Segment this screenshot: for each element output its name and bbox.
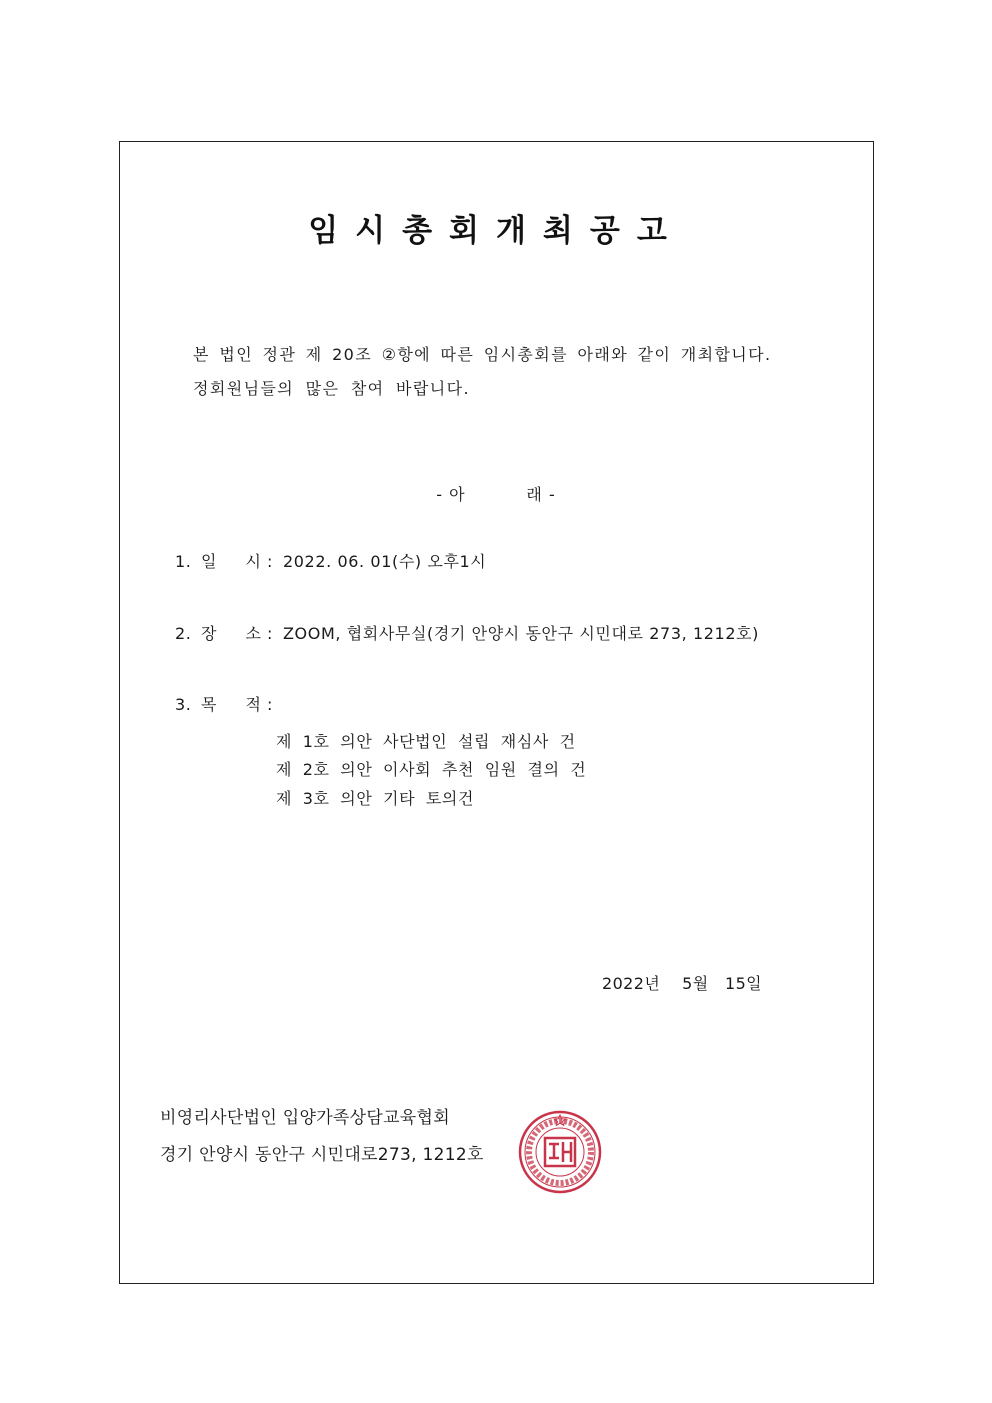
organization-name: 비영리사단법인 입양가족상담교육협회 (160, 1108, 450, 1128)
agenda-item: 제 2호 의안 이사회 추천 임원 결의 건 (276, 760, 587, 779)
agenda-item: 제 3호 의안 기타 토의건 (276, 789, 475, 808)
item-number: 1. (175, 552, 192, 571)
item-value: 2022. 06. 01(수) 오후1시 (283, 552, 487, 571)
item-label: 장 소 (201, 624, 262, 643)
document-title: 임시총회개최공고 (308, 213, 684, 249)
item-colon: : (267, 552, 273, 571)
item-label: 목 적 (201, 695, 262, 714)
intro-line-1: 본 법인 정관 제 20조 ②항에 따른 임시총회를 아래와 같이 개최합니다. (193, 345, 772, 364)
organization-address: 경기 안양시 동안구 시민대로273, 1212호 (160, 1145, 484, 1165)
detail-item-date (175, 549, 486, 572)
item-colon: : (267, 695, 273, 714)
notice-date: 2022년 5월 15일 (602, 974, 763, 993)
item-label: 일 시 (201, 552, 262, 571)
official-seal-icon (518, 1110, 602, 1194)
agenda-item: 제 1호 의안 사단법인 설립 재심사 건 (276, 732, 576, 751)
item-number: 3. (175, 695, 192, 714)
item-colon: : (267, 624, 273, 643)
item-number: 2. (175, 624, 192, 643)
detail-item-place (175, 621, 759, 644)
intro-line-2: 정회원님들의 많은 참여 바랍니다. (193, 379, 470, 398)
item-value: ZOOM, 협회사무실(경기 안양시 동안구 시민대로 273, 1212호) (283, 624, 759, 643)
notice-heading: - 아 래 - (436, 485, 556, 504)
detail-item-purpose (175, 692, 283, 715)
